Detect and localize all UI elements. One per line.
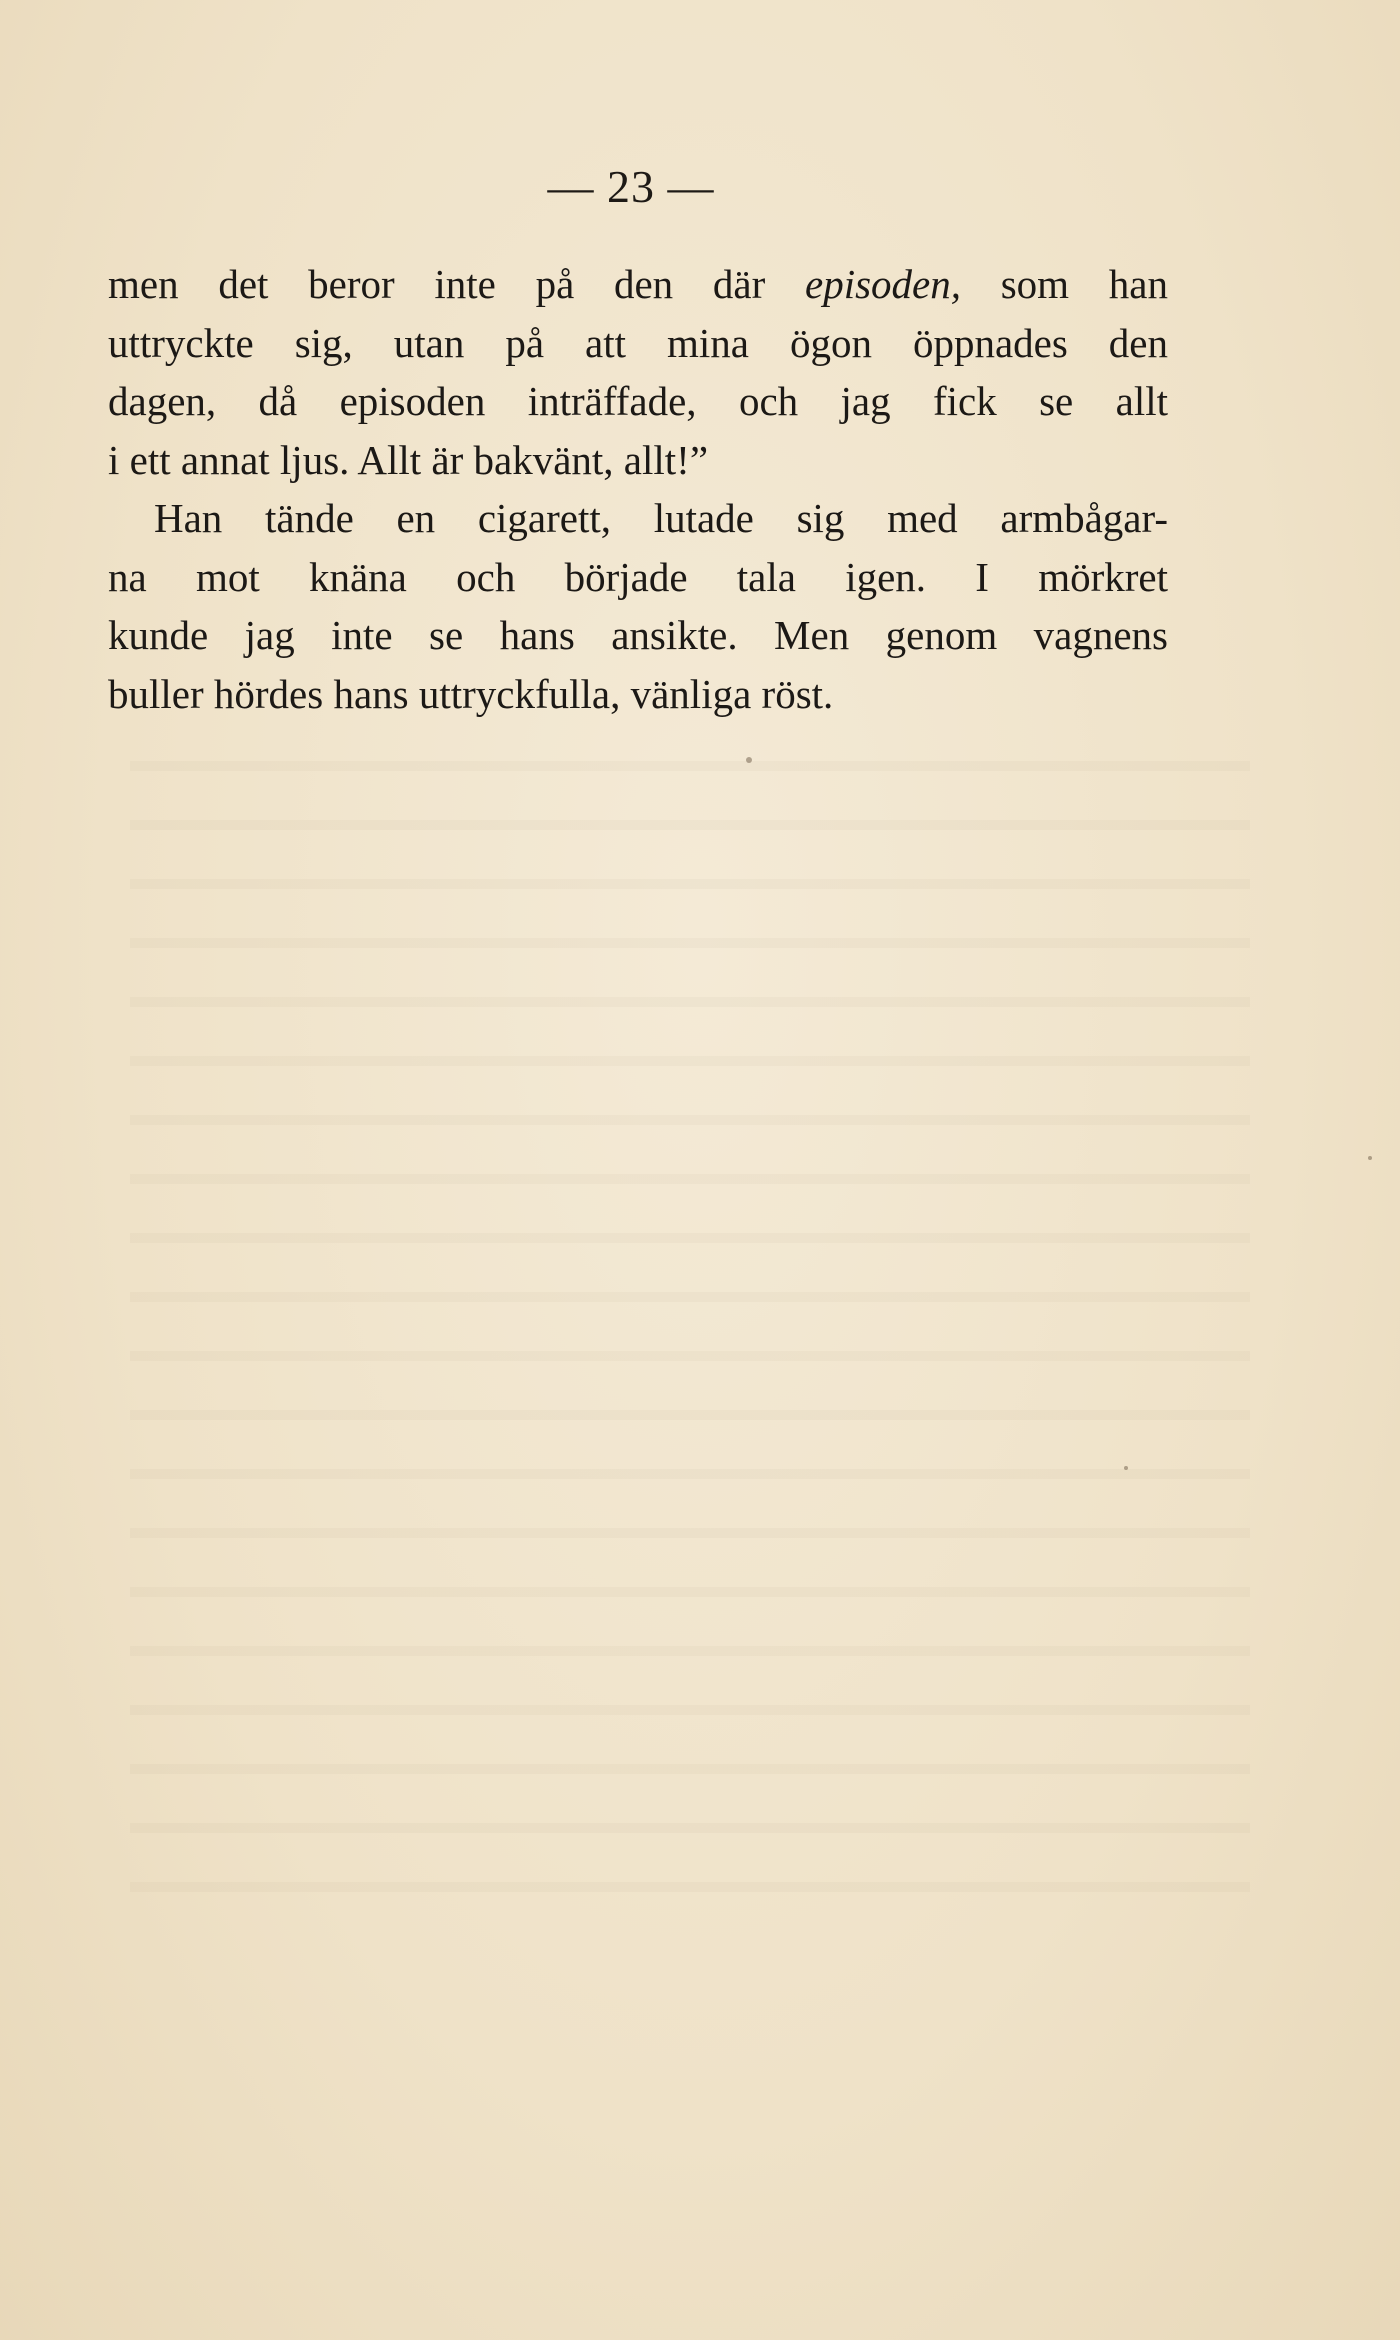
- paragraph-2-line-1: Han tände en cigarett, lutade sig med armbågar-: [154, 495, 1168, 541]
- italic-word: episoden,: [805, 261, 961, 307]
- paragraph-1-line-4: i ett annat ljus. Allt är bakvänt, allt!”: [108, 436, 709, 483]
- paragraph-1-line-2: uttryckte sig, utan på att mina ögon öppnades den: [108, 319, 1168, 366]
- paragraph-2-line-4: buller hördes hans uttryckfulla, vänliga röst.: [108, 670, 834, 717]
- paragraph-1-line-1: [108, 255, 1168, 314]
- bleed-through-texture: [130, 735, 1250, 1935]
- paragraph-1-line-3: dagen, då episoden inträffade, och jag fick se allt: [108, 378, 1168, 424]
- paragraph-2-line-2: na mot knäna och började tala igen. I mörkret: [108, 553, 1168, 600]
- paragraph-2-line-3: kunde jag inte se hans ansikte. Men genom vagnens: [108, 612, 1168, 658]
- paper-speck: [746, 757, 752, 763]
- text-run: men det beror inte på den där: [108, 261, 805, 307]
- body-text: [108, 255, 1168, 723]
- page-number: — 23 —: [547, 161, 715, 212]
- text-run: som han: [961, 261, 1168, 307]
- paper-speck: [1124, 1466, 1128, 1470]
- paper-speck: [1368, 1156, 1372, 1160]
